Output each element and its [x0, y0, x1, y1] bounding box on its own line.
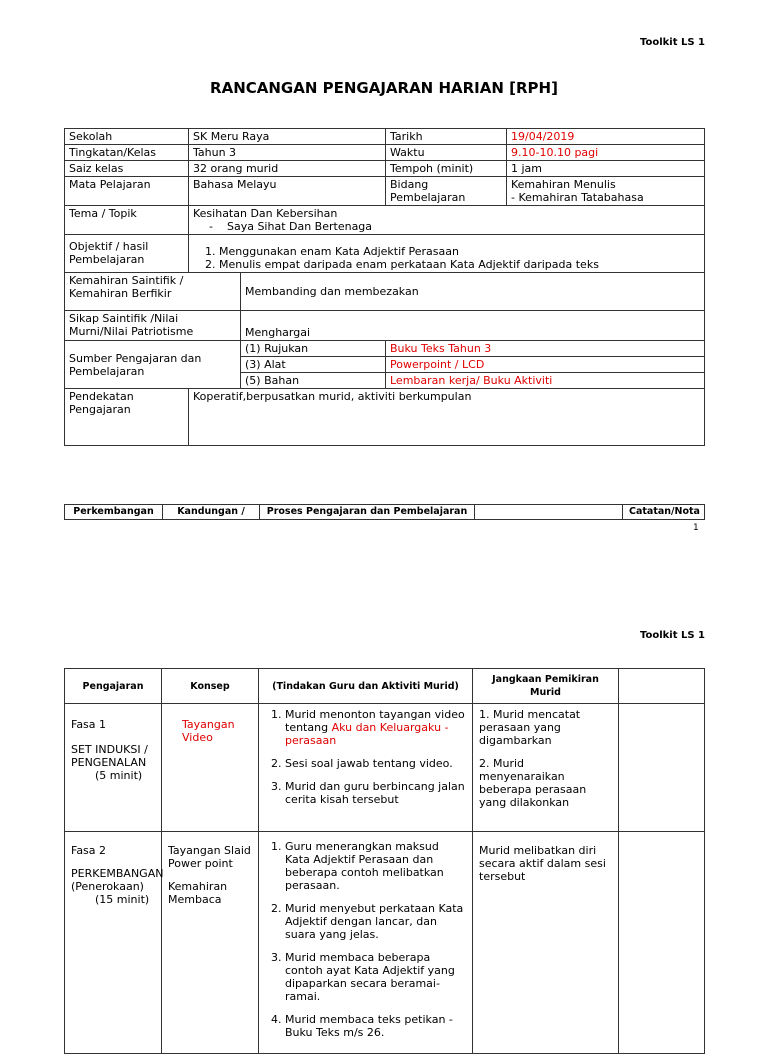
pendekatan-label-line-1: Pendekatan — [69, 390, 134, 403]
label-bidang: Bidang Pembelajaran — [386, 177, 507, 206]
tindakan-2-cell — [259, 832, 473, 1054]
value-sikap: Menghargai — [241, 311, 705, 341]
page-title: RANCANGAN PENGAJARAN HARIAN [RPH] — [210, 79, 558, 97]
value-bahan: Lembaran kerja/ Buku Aktiviti — [386, 373, 705, 389]
kemahiran-label-line-1: Kemahiran Saintifik / — [69, 274, 184, 287]
objektif-list — [193, 245, 700, 271]
jangkaan-1-line-1: 1. Murid mencatat perasaan yang digambarkan — [479, 708, 581, 747]
label-sikap — [65, 311, 241, 341]
tindakan-1-list — [265, 708, 466, 806]
label-mata-pelajaran: Mata Pelajaran — [65, 177, 189, 206]
konsep-1-line-2: Video — [182, 731, 213, 744]
value-tempoh: 1 jam — [507, 161, 705, 177]
lesson-steps-table — [64, 668, 705, 1054]
fasa-1-stage-1: SET INDUKSI / — [71, 743, 148, 756]
fasa-2-stage-2: (Penerokaan) — [71, 880, 144, 893]
value-tarikh: 19/04/2019 — [507, 129, 705, 145]
fasa-1-title: Fasa 1 — [71, 718, 107, 731]
label-sekolah: Sekolah — [65, 129, 189, 145]
konsep-1-cell — [162, 704, 259, 832]
value-mata-pelajaran: Bahasa Melayu — [189, 177, 386, 206]
tindakan-2-list — [265, 840, 466, 1039]
empty-1-cell — [619, 704, 705, 832]
value-waktu: 9.10-10.10 pagi — [507, 145, 705, 161]
table-row — [65, 832, 705, 1054]
label-tempoh: Tempoh (minit) — [386, 161, 507, 177]
objektif-label-line-1: Objektif / hasil — [69, 240, 149, 253]
header-strip-table — [64, 504, 705, 520]
jangkaan-2-line-1: Murid melibatkan diri secara aktif dalam sesi tersebut — [479, 844, 606, 883]
jangkaan-2-cell — [473, 832, 619, 1054]
konsep-2-line-2: Kemahiran Membaca — [168, 880, 228, 906]
tindakan-2-step-2: 2. Murid menyebut perkataan Kata Adjektif dengan lancar, dan suara yang jelas. — [285, 902, 466, 941]
label-kemahiran — [65, 273, 241, 311]
tema-subtopic: Saya Sihat Dan Bertenaga — [226, 220, 373, 233]
sumber-label-line-1: Sumber Pengajaran dan — [69, 351, 202, 365]
toolkit-label-page2: Toolkit LS 1 — [640, 630, 706, 641]
tindakan-2-step-1: 1. Guru menerangkan maksud Kata Adjektif Perasaan dan beberapa contoh melibatkan perasaan. — [285, 840, 466, 892]
konsep-2-cell — [162, 832, 259, 1054]
sikap-label-line-2: Murni/Nilai Patriotisme — [69, 325, 194, 338]
strip-col-empty — [475, 505, 623, 520]
fasa-1-stage-2: PENGENALAN — [71, 756, 147, 769]
value-rujukan: Buku Teks Tahun 3 — [386, 341, 705, 357]
header-tindakan: (Tindakan Guru dan Aktiviti Murid) — [259, 669, 473, 704]
tindakan-2-step-3: 3. Murid membaca beberapa contoh ayat Kata Adjektif yang dipaparkan secara beramai-ramai. — [285, 951, 466, 1003]
label-alat: (3) Alat — [241, 357, 386, 373]
value-kemahiran: Membanding dan membezakan — [241, 273, 705, 311]
label-rujukan: (1) Rujukan — [241, 341, 386, 357]
tindakan-1-step-1-a: Murid menonton tayangan video — [285, 708, 465, 721]
fasa-2-title: Fasa 2 — [71, 844, 107, 857]
value-pendekatan: Koperatif,berpusatkan murid, aktiviti berkumpulan — [189, 389, 705, 446]
header-konsep: Konsep — [162, 669, 259, 704]
jangkaan-1-line-2: 2. Murid menyenaraikan beberapa perasaan yang dilakonkan — [479, 757, 587, 809]
bidang-line-2: - Kemahiran Tatabahasa — [511, 191, 644, 204]
value-tingkatan: Tahun 3 — [189, 145, 386, 161]
strip-col-catatan: Catatan/Nota — [623, 505, 705, 520]
tindakan-2-step-4: 4. Murid membaca teks petikan - Buku Teks m/s 26. — [285, 1013, 466, 1039]
value-saiz: 32 orang murid — [189, 161, 386, 177]
tindakan-1-step-1-red: Aku dan Keluargaku - perasaan — [285, 721, 449, 747]
kemahiran-label-line-2: Kemahiran Berfikir — [69, 287, 172, 300]
label-objektif — [65, 235, 189, 273]
objektif-item-2: 2. Menulis empat daripada enam perkataan Kata Adjektif daripada teks — [219, 258, 700, 271]
tindakan-1-step-2: 2. Sesi soal jawab tentang video. — [285, 757, 466, 770]
fasa-1-minit: (5 minit) — [95, 769, 143, 782]
tindakan-1-step-1-b: tentang — [285, 721, 332, 734]
label-saiz: Saiz kelas — [65, 161, 189, 177]
fasa-1-cell — [65, 704, 162, 832]
strip-col-perkembangan: Perkembangan — [65, 505, 163, 520]
bidang-line-1: Kemahiran Menulis — [511, 178, 616, 191]
label-tema: Tema / Topik — [65, 206, 189, 235]
value-bidang — [507, 177, 705, 206]
strip-col-proses: Proses Pengajaran dan Pembelajaran — [260, 505, 475, 520]
tindakan-1-step-1 — [285, 708, 466, 747]
label-bahan: (5) Bahan — [241, 373, 386, 389]
label-tarikh: Tarikh — [386, 129, 507, 145]
value-sekolah: SK Meru Raya — [189, 129, 386, 145]
konsep-1-line-1: Tayangan — [182, 718, 235, 731]
tindakan-1-cell — [259, 704, 473, 832]
value-objektif — [189, 235, 705, 273]
fasa-2-cell — [65, 832, 162, 1054]
pendekatan-label-line-2: Pengajaran — [69, 403, 131, 416]
label-tingkatan: Tingkatan/Kelas — [65, 145, 189, 161]
header-pengajaran: Pengajaran — [65, 669, 162, 704]
header-empty — [619, 669, 705, 704]
konsep-2-line-1: Tayangan Slaid Power point — [168, 844, 251, 870]
label-waktu: Waktu — [386, 145, 507, 161]
empty-2-cell — [619, 832, 705, 1054]
value-alat: Powerpoint / LCD — [386, 357, 705, 373]
header-jangkaan: Jangkaan Pemikiran Murid — [473, 669, 619, 704]
toolkit-label: Toolkit LS 1 — [640, 37, 706, 48]
tema-line-2: - Saya Sihat Dan Bertenaga — [209, 220, 373, 233]
fasa-2-minit: (15 minit) — [95, 893, 150, 906]
sikap-label-line-1: Sikap Saintifik /Nilai — [69, 312, 179, 325]
table-row — [65, 704, 705, 832]
label-sumber — [65, 341, 241, 389]
objektif-label-line-2: Pembelajaran — [69, 253, 145, 266]
page-number: 1 — [693, 523, 699, 533]
label-pendekatan — [65, 389, 189, 446]
fasa-2-stage-1: PERKEMBANGAN — [71, 867, 164, 880]
strip-col-kandungan: Kandungan / — [163, 505, 260, 520]
rph-info-table — [64, 128, 705, 446]
jangkaan-1-cell — [473, 704, 619, 832]
value-tema — [189, 206, 705, 235]
tindakan-1-step-3: 3. Murid dan guru berbincang jalan cerita kisah tersebut — [285, 780, 466, 806]
objektif-item-1: 1. Menggunakan enam Kata Adjektif Perasaan — [219, 245, 700, 258]
tema-line-1: Kesihatan Dan Kebersihan — [193, 207, 338, 220]
sumber-label-line-2: Pembelajaran — [69, 364, 145, 378]
